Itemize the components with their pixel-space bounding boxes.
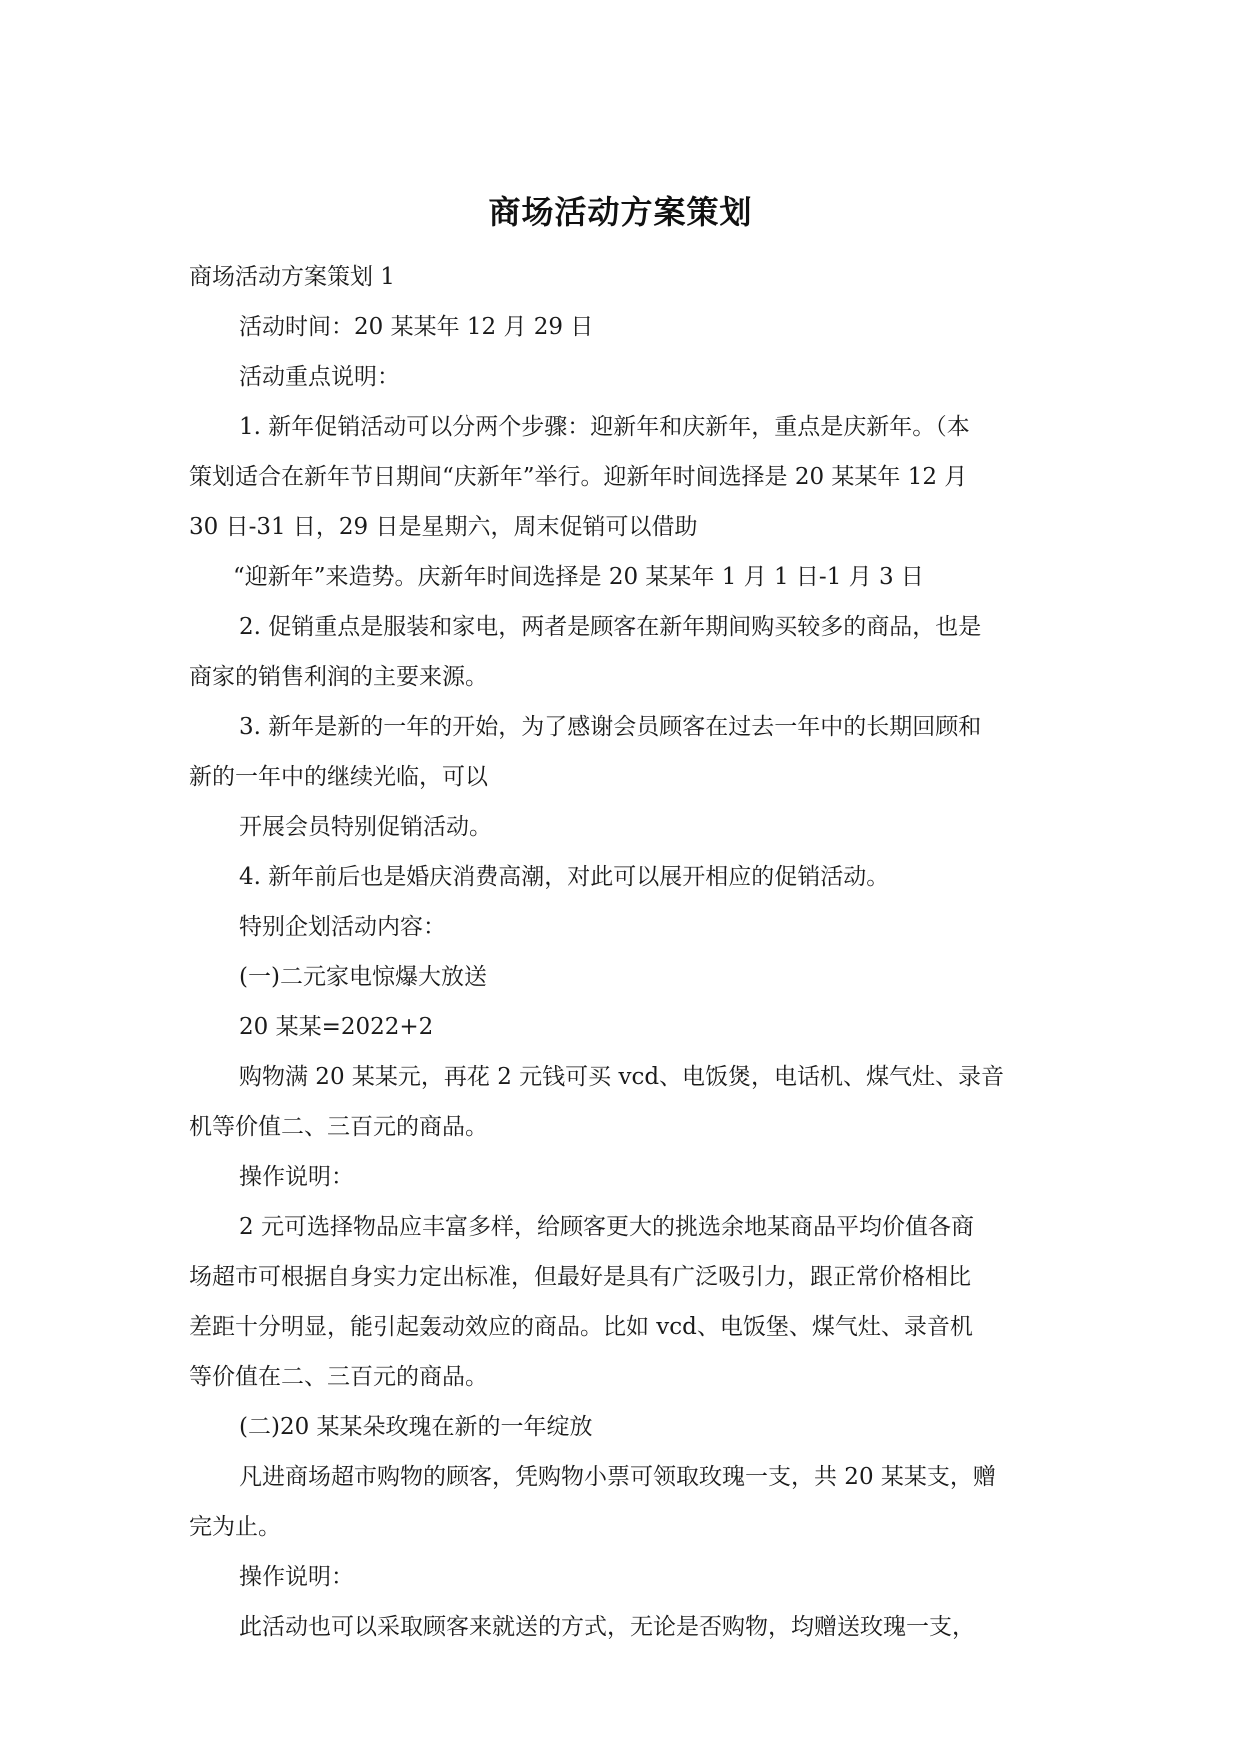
paragraph-line: 20 某某=2022+2 (239, 1014, 434, 1040)
paragraph-line: 等价值在二、三百元的商品。 (189, 1364, 488, 1390)
paragraph-line: “迎新年”来造势。庆新年时间选择是 20 某某年 1 月 1 日-1 月 3 日 (233, 564, 924, 590)
paragraph-line: 操作说明： (239, 1564, 354, 1590)
paragraph-line: 特别企划活动内容： (239, 914, 446, 940)
paragraph-line: 4. 新年前后也是婚庆消费高潮，对此可以展开相应的促销活动。 (239, 864, 890, 890)
paragraph-line: 新的一年中的继续光临，可以 (189, 764, 488, 790)
paragraph-line: 差距十分明显，能引起轰动效应的商品。比如 vcd、电饭堡、煤气灶、录音机 (189, 1314, 973, 1340)
paragraph-line: 1. 新年促销活动可以分两个步骤：迎新年和庆新年，重点是庆新年。（本 (239, 414, 970, 440)
paragraph-line: 2 元可选择物品应丰富多样，给顾客更大的挑选余地某商品平均价值各商 (239, 1214, 974, 1240)
section-heading: (二)20 某某朵玫瑰在新的一年绽放 (239, 1414, 593, 1440)
paragraph-line: 场超市可根据自身实力定出标准，但最好是具有广泛吸引力，跟正常价格相比 (189, 1264, 971, 1290)
paragraph-line: 开展会员特别促销活动。 (239, 814, 492, 840)
document-body (189, 252, 1051, 1652)
paragraph-line: 2. 促销重点是服装和家电，两者是顾客在新年期间购买较多的商品，也是 (239, 614, 982, 640)
paragraph-line: 30 日-31 日，29 日是星期六，周末促销可以借助 (189, 514, 698, 540)
paragraph-line: 凡进商场超市购物的顾客，凭购物小票可领取玫瑰一支，共 20 某某支，赠 (239, 1464, 996, 1490)
paragraph-line: 活动重点说明： (239, 364, 400, 390)
paragraph-line: 完为止。 (189, 1514, 281, 1540)
section-heading: (一)二元家电惊爆大放送 (239, 964, 487, 990)
paragraph-line: 机等价值二、三百元的商品。 (189, 1114, 488, 1140)
paragraph-line: 商场活动方案策划 1 (189, 264, 395, 290)
paragraph-line: 策划适合在新年节日期间“庆新年”举行。迎新年时间选择是 20 某某年 12 月 (189, 464, 968, 490)
document-title: 商场活动方案策划 (488, 193, 753, 231)
paragraph-line: 3. 新年是新的一年的开始，为了感谢会员顾客在过去一年中的长期回顾和 (239, 714, 982, 740)
paragraph-line: 此活动也可以采取顾客来就送的方式，无论是否购物，均赠送玫瑰一支， (239, 1614, 975, 1640)
paragraph-line: 购物满 20 某某元，再花 2 元钱可买 vcd、电饭煲，电话机、煤气灶、录音 (239, 1064, 1005, 1090)
paragraph-line: 商家的销售利润的主要来源。 (189, 664, 488, 690)
paragraph-line: 活动时间：20 某某年 12 月 29 日 (239, 314, 594, 340)
paragraph-line: 操作说明： (239, 1164, 354, 1190)
